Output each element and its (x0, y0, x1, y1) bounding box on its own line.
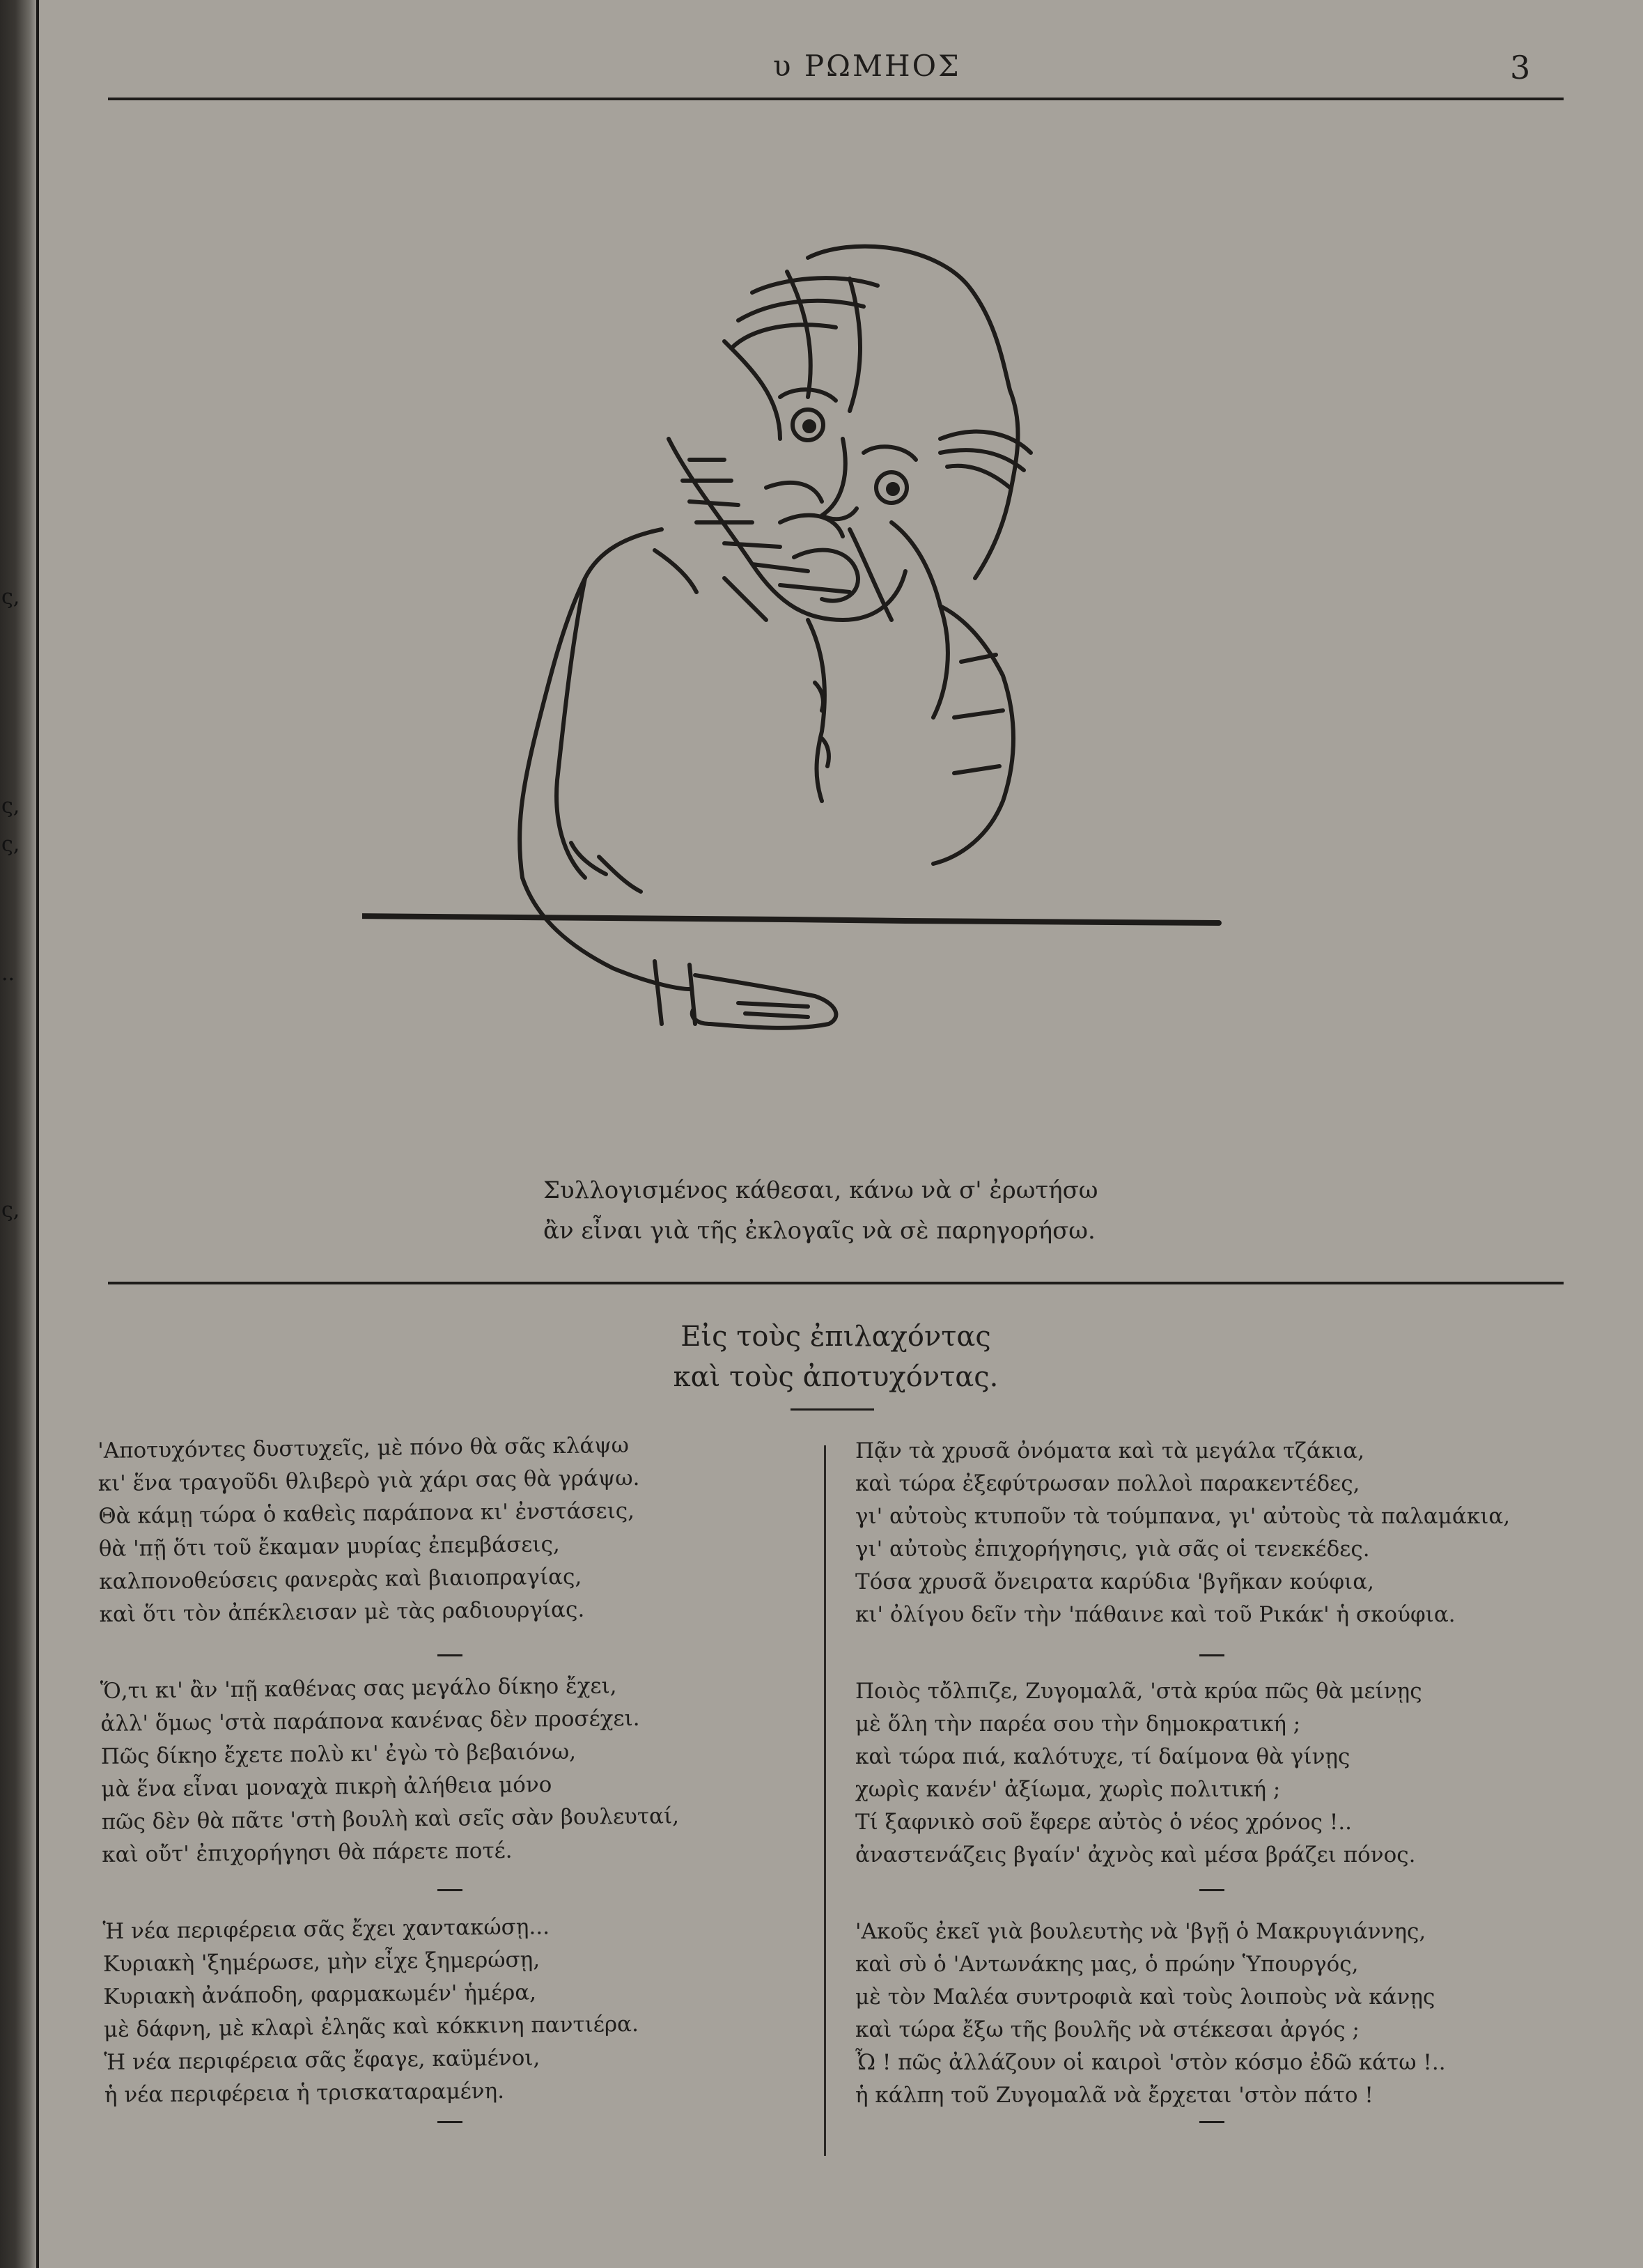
verse-line: Ὦ ! πῶς ἀλλάζουν οἱ καιροὶ 'στὸν κόσμο ἐδῶ κάτω !.. (855, 2050, 1446, 2075)
header-rule (108, 98, 1564, 100)
verse-line: χωρὶς κανέν' ἀξίωμα, χωρὶς πολιτική ; (855, 1777, 1281, 1802)
verse-line: θὰ 'πῇ ὅτι τοῦ ἔκαμαν μυρίας ἐπεμβάσεις, (98, 1532, 560, 1562)
cartoon-illustration (362, 230, 1309, 1135)
verse-line: μὲ ὅλη τὴν παρέα σου τὴν δημοκρατική ; (855, 1711, 1301, 1737)
margin-mark: ς, (1, 585, 20, 609)
right-sleeve (933, 606, 1013, 864)
verse-line: καὶ τώρα πιά, καλότυχε, τί δαίμονα θὰ γίνῃς (855, 1744, 1350, 1769)
page-number: 3 (1510, 49, 1531, 86)
newspaper-title: υ ΡΩΜΗΟΣ (773, 49, 961, 83)
caption-line: Συλλογισμένος κάθεσαι, κάνω νὰ σ' ἐρωτήσω (543, 1176, 1098, 1204)
hand-on-face (850, 522, 948, 717)
left-pupil (804, 421, 814, 431)
elbow-cuff (571, 843, 641, 892)
poem-title (627, 1316, 1045, 1397)
verse-line: γι' αὐτοὺς ἐπιχορήγησις, γιὰ σᾶς οἱ τενεκέδες. (855, 1537, 1370, 1562)
caption-line: ἂν εἶναι γιὰ τῆς ἐκλογαῖς νὰ σὲ παρηγορήσω. (543, 1217, 1096, 1245)
poem-title-line: καὶ τοὺς ἀποτυχόντας. (673, 1361, 999, 1393)
verse-line: ἡ κάλπη τοῦ Ζυγομαλᾶ νὰ ἔρχεται 'στὸν πάτο ! (855, 2083, 1373, 2108)
verse-line: Ὅ,τι κι' ἂν 'πῇ καθένας σας μεγάλο δίκηο ἔχει, (100, 1673, 617, 1704)
binding-edge-line (36, 0, 39, 2268)
left-column (98, 1427, 808, 2112)
stanza-separator (1199, 1889, 1224, 1891)
nose (822, 439, 857, 519)
verse-line: καὶ τώρα ἔξω τῆς βουλῆς νὰ στέκεσαι ἀργός ; (855, 2017, 1360, 2042)
verse-line: Ποιὸς τὄλπιζε, Ζυγομαλᾶ, 'στὰ κρύα πῶς θὰ μείνῃς (855, 1679, 1422, 1704)
verse-line: πῶς δὲν θὰ πᾶτε 'στὴ βουλὴ καὶ σεῖς σὰν βουλευταί, (101, 1803, 680, 1835)
verse-line: κι' ὀλίγου δεῖν τὴν 'πάθαινε καὶ τοῦ Ρικάκ' ἡ σκούφια. (855, 1602, 1456, 1627)
verse-line: Πῶς δίκηο ἔχετε πολὺ κι' ἐγὼ τὸ βεβαιόνω, (100, 1739, 577, 1769)
verse-line: ἀλλ' ὅμως 'στὰ παράπονα κανένας δὲν προσέχει. (100, 1705, 640, 1737)
verse-line: Ἡ νέα περιφέρεια σᾶς ἔχει χαντακώσῃ... (102, 1914, 550, 1944)
stanza-separator (437, 1889, 462, 1891)
verse-line: μὲ δάφνη, μὲ κλαρὶ ἐληᾶς καὶ κόκκινη παντιέρα. (103, 2011, 639, 2042)
title-underline (791, 1408, 874, 1411)
stanza-separator (437, 2121, 462, 2123)
stanza-separator (437, 1654, 462, 1656)
cuff (655, 961, 695, 1024)
verse-line: Κυριακὴ 'ξημέρωσε, μὴν εἶχε ξημερώσῃ, (102, 1947, 540, 1977)
verse-line: καὶ ὅτι τὸν ἀπέκλεισαν μὲ τὰς ραδιουργίας. (99, 1597, 585, 1627)
verse-line: Πᾷν τὰ χρυσᾶ ὀνόματα καὶ τὰ μεγάλα τζάκια, (855, 1438, 1365, 1463)
verse-line: ἡ νέα περιφέρεια ἡ τρισκαταραμένη. (104, 2078, 505, 2108)
margin-mark: ς, (1, 794, 20, 818)
left-hand (692, 975, 836, 1028)
verse-line: μὰ ἕνα εἶναι μοναχὰ πικρὴ ἀλήθεια μόνο (101, 1772, 552, 1802)
torso-outline (520, 529, 662, 878)
verse-line: καὶ τώρα ἐξεφύτρωσαν πολλοὶ παρακεντέδες, (855, 1471, 1360, 1496)
verse-line: 'Ακοῦς ἐκεῖ γιὰ βουλευτὴς νὰ 'βγῇ ὁ Μακρυγιάννης, (855, 1919, 1426, 1944)
forehead-line (724, 341, 780, 439)
verse-line: Ἡ νέα περιφέρεια σᾶς ἔφαγε, καϋμένοι, (104, 2045, 540, 2075)
margin-mark: ς, (1, 1198, 20, 1222)
illustration-caption (543, 1170, 1170, 1251)
margin-mark: .. (1, 961, 15, 986)
stanza-separator (1199, 2121, 1224, 2123)
beard (669, 439, 905, 620)
stanza-separator (1199, 1654, 1224, 1656)
verse-line: Κυριακὴ ἀνάποδη, φαρμακωμέν' ἡμέρα, (103, 1980, 537, 2010)
right-pupil (888, 484, 898, 494)
section-rule (108, 1282, 1564, 1284)
table-edge (362, 916, 1219, 923)
verse-line: 'Αποτυχόντες δυστυχεῖς, μὲ πόνο θὰ σᾶς κλάψω (98, 1433, 630, 1463)
right-column (855, 1435, 1594, 2112)
verse-line: Τόσα χρυσᾶ ὄνειρατα καρύδια 'βγῆκαν κούφια, (855, 1569, 1374, 1594)
verse-line: Τί ξαφνικὸ σοῦ ἔφερε αὐτὸς ὁ νέος χρόνος !.. (855, 1810, 1353, 1835)
poem-title-line: Εἰς τοὺς ἐπιλαχόντας (680, 1321, 991, 1353)
verse-line: καὶ σὺ ὁ 'Αντωνάκης μας, ὁ πρώην Ὑπουργός, (855, 1952, 1359, 1977)
verse-line: καὶ οὔτ' ἐπιχορήγησι θὰ πάρετε ποτέ. (102, 1838, 513, 1867)
column-divider (824, 1445, 826, 2156)
verse-line: καλπονοθεύσεις φανερὰς καὶ βιαιοπραγίας, (99, 1564, 582, 1594)
left-arm (522, 878, 690, 989)
verse-line: ἀναστενάζεις βγαίν' ἀχνὸς καὶ μέσα βράζει πόνος. (855, 1842, 1416, 1867)
margin-mark: ς, (1, 832, 20, 857)
left-arm-upper (556, 578, 585, 878)
verse-line: μὲ τὸν Μαλέα συντροφιὰ καὶ τοὺς λοιποὺς νὰ κάνῃς (855, 1984, 1435, 2010)
verse-line: κι' ἕνα τραγοῦδι θλιβερὸ γιὰ χάρι σας θὰ γράψω. (98, 1465, 640, 1496)
verse-line: γι' αὐτοὺς κτυποῦν τὰ τούμπανα, γι' αὐτοὺς τὰ παλαμάκια, (855, 1504, 1511, 1529)
verse-line: Θὰ κάμῃ τώρα ὁ καθεὶς παράπονα κι' ἐνστάσεις, (98, 1498, 635, 1529)
page-binding-shadow (0, 0, 38, 2268)
brow-right (864, 446, 916, 460)
